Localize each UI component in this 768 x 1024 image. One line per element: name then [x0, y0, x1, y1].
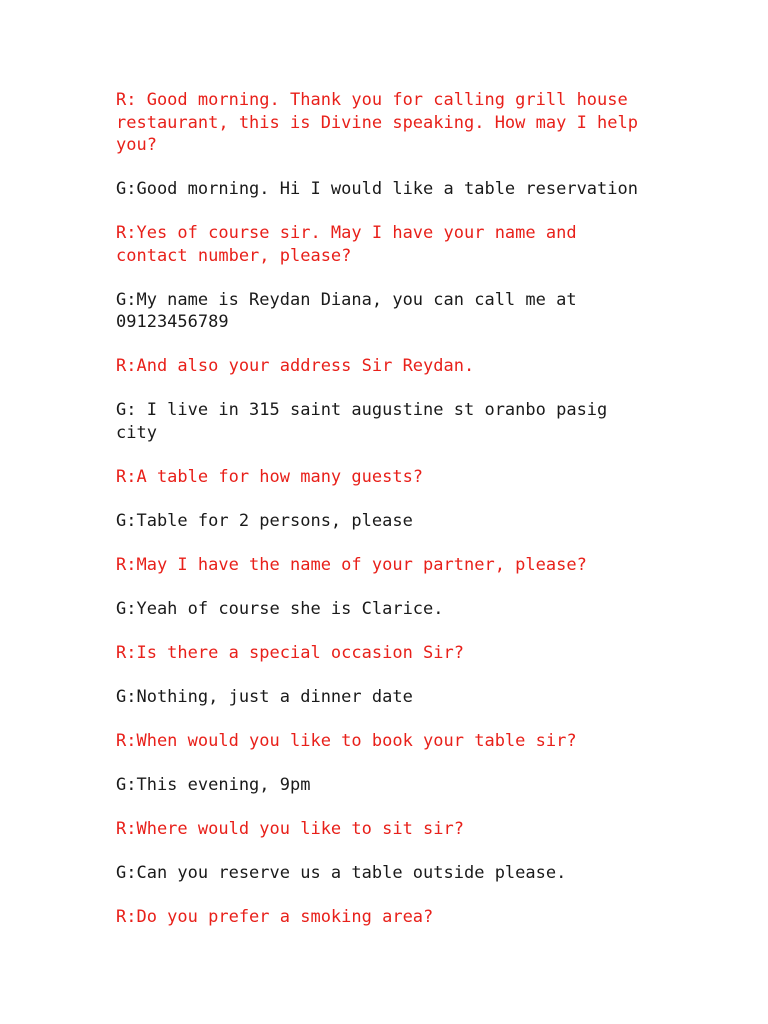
receptionist-line: R:Yes of course sir. May I have your name and contact number, please? [116, 223, 577, 266]
guest-line: G:Yeah of course she is Clarice. [116, 598, 444, 619]
receptionist-line: R:When would you like to book your table sir? [116, 730, 577, 751]
receptionist-line: R:Do you prefer a smoking area? [116, 906, 434, 927]
receptionist-line: R: Good morning. Thank you for calling grill house restaurant, this is Divine speaking. How may I help you? [116, 90, 638, 155]
receptionist-line: R:A table for how many guests? [116, 466, 424, 487]
guest-line: G:Nothing, just a dinner date [116, 686, 413, 707]
guest-line: G:Can you reserve us a table outside please. [116, 862, 567, 883]
guest-line: G:Good morning. Hi I would like a table reservation [116, 179, 638, 199]
guest-line: G: I live in 315 saint augustine st oranbo pasig city [116, 400, 608, 443]
guest-line: G:Table for 2 persons, please [116, 510, 413, 531]
receptionist-line: R:Is there a special occasion Sir? [116, 642, 464, 663]
guest-line: G:My name is Reydan Diana, you can call me at 09123456789 [116, 289, 577, 332]
receptionist-line: R:And also your address Sir Reydan. [116, 356, 475, 376]
guest-line: G:This evening, 9pm [116, 774, 311, 795]
dialogue [116, 89, 656, 950]
receptionist-line: R:May I have the name of your partner, please? [116, 554, 587, 575]
receptionist-line: R:Where would you like to sit sir? [116, 818, 464, 839]
